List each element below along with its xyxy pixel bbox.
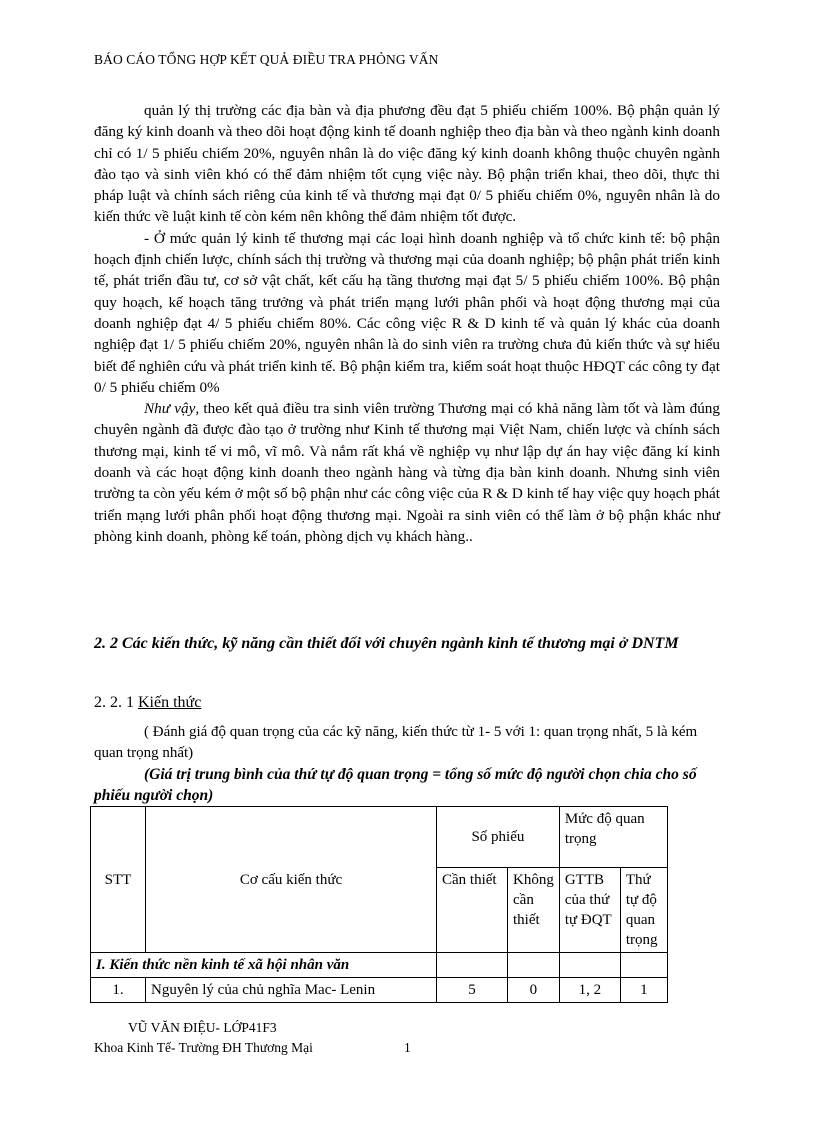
section-title-cell: I. Kiến thức nền kinh tế xã hội nhân văn [91, 953, 437, 978]
section-heading: 2. 2 Các kiến thức, kỹ năng cần thiết đối với chuyên ngành kinh tế thương mại ở DNTM [94, 635, 679, 652]
header-needed: Cần thiết [437, 868, 508, 953]
header-stt: STT [91, 807, 146, 953]
row-needed: 5 [437, 978, 508, 1003]
average-note: (Giá trị trung bình của thứ tự độ quan trọng = tổng số mức độ người chọn chia cho số phiếu người chọn) [94, 766, 697, 804]
rating-note: ( Đánh giá độ quan trọng của các kỹ năng, kiến thức từ 1- 5 với 1: quan trọng nhất, 5 là kém quan trọng nhất) [94, 724, 698, 761]
subsection-number: 2. 2. 1 [94, 694, 134, 711]
knowledge-table [90, 806, 668, 1003]
paragraph-1: quản lý thị trường các địa bàn và địa phương đều đạt 5 phiếu chiếm 100%. Bộ phận quản lý đăng ký kinh doanh và theo dõi hoạt động kinh tế doanh nghiệp theo địa bàn và theo ngành kinh doanh chỉ có 1/ 5 phiếu chiếm 20%, nguyên nhân là do việc đăng ký kinh doanh không thuộc chuyên ngành đào tạo và sinh viên khó có thể đảm nhiệm tốt cụng việc này. Bộ phận triển khai, theo dõi, thực thi pháp luật và chính sách riêng của kinh tế và thương mại đạt 0/ 5 phiếu chiếm 0%, nguyên nhân là do kiến thức về luật kinh tế còn kém nên không thể đảm nhiệm tốt được. [94, 102, 720, 226]
paragraph-2: - Ở mức quản lý kinh tế thương mại các loại hình doanh nghiệp và tổ chức kinh tế: bộ phận hoạch định chiến lược, chính sách thị trường và thương mại của doanh nghiệp; bộ phận phát triển kinh tế, phát triển đầu tư, cơ sở vật chất, kết cấu hạ tầng thương mại đạt 5/ 5 phiếu chiếm 100%. Bộ phận quy hoạch, kế hoạch tăng trưởng và phát triển mạng lưới phân phối và hoạt động thương mại của doanh nghiệp đạt 4/ 5 phiếu chiếm 80%. Các công việc R & D kinh tế và quản lý khác của doanh nghiệp đạt 1/ 5 phiếu chiếm 20%, nguyên nhân là do sinh viên ra trường chưa đủ kiến thức và sự hiểu biết để nghiên cứu và phát triển kinh tế. Bộ phận kiểm tra, kiểm soát hoạt thuộc HĐQT các công ty đạt 0/ 5 phiếu chiếm 0% [94, 229, 720, 396]
footer-author: VŨ VĂN ĐIỆU- LỚP41F3 [128, 1020, 277, 1035]
table-header-row [91, 807, 668, 868]
footer-institution: Khoa Kinh Tế- Trường ĐH Thương Mại [94, 1040, 313, 1055]
row-stt: 1. [91, 978, 146, 1003]
row-not-needed: 0 [508, 978, 560, 1003]
body-text [94, 100, 720, 547]
subsection-title: Kiến thức [138, 694, 202, 711]
paragraph-3-lead: Như vậy [144, 400, 196, 418]
table-section-row [91, 953, 668, 978]
row-rank: 1 [620, 978, 667, 1003]
header-votes: Số phiếu [437, 807, 560, 868]
subsection-heading [94, 694, 201, 712]
row-knowledge: Nguyên lý của chủ nghĩa Mac- Lenin [146, 978, 437, 1003]
header-average: GTTB của thứ tự ĐQT [559, 868, 620, 953]
table-row [91, 978, 668, 1003]
header-not-needed: Không cần thiết [508, 868, 560, 953]
row-average: 1, 2 [559, 978, 620, 1003]
page-number: 1 [404, 1040, 411, 1055]
header-importance: Mức độ quan trọng [559, 807, 667, 868]
header-knowledge: Cơ cấu kiến thức [146, 807, 437, 953]
running-header: BÁO CÁO TỔNG HỢP KẾT QUẢ ĐIỀU TRA PHỎNG VẤN [94, 52, 439, 67]
paragraph-3-text: , theo kết quả điều tra sinh viên trường Thương mại có khả năng làm tốt và làm đúng chuyên ngành đã được đào tạo ở trường như Kinh tế thương mại Việt Nam, chiến lược và chính sách thương mại, kinh tế vi mô, vĩ mô. Và nắm rất khá về nghiệp vụ như lập dự án hay việc đăng kí kinh doanh và các hoạt động kinh doanh theo ngành hàng và từng địa bàn kinh doanh. Nhưng sinh viên trường ta còn yếu kém ở một số bộ phận như các công việc của R & D kinh tế hay việc quy hoạch phát triển mạng lưới phân phối hoạt động thương mại. Ngoài ra sinh viên có thể làm ở bộ phận khác như phòng kinh doanh, phòng kế toán, phòng dịch vụ khách hàng.. [94, 400, 720, 545]
paragraph-3 [94, 398, 720, 547]
header-rank: Thứ tự độ quan trọng [620, 868, 667, 953]
